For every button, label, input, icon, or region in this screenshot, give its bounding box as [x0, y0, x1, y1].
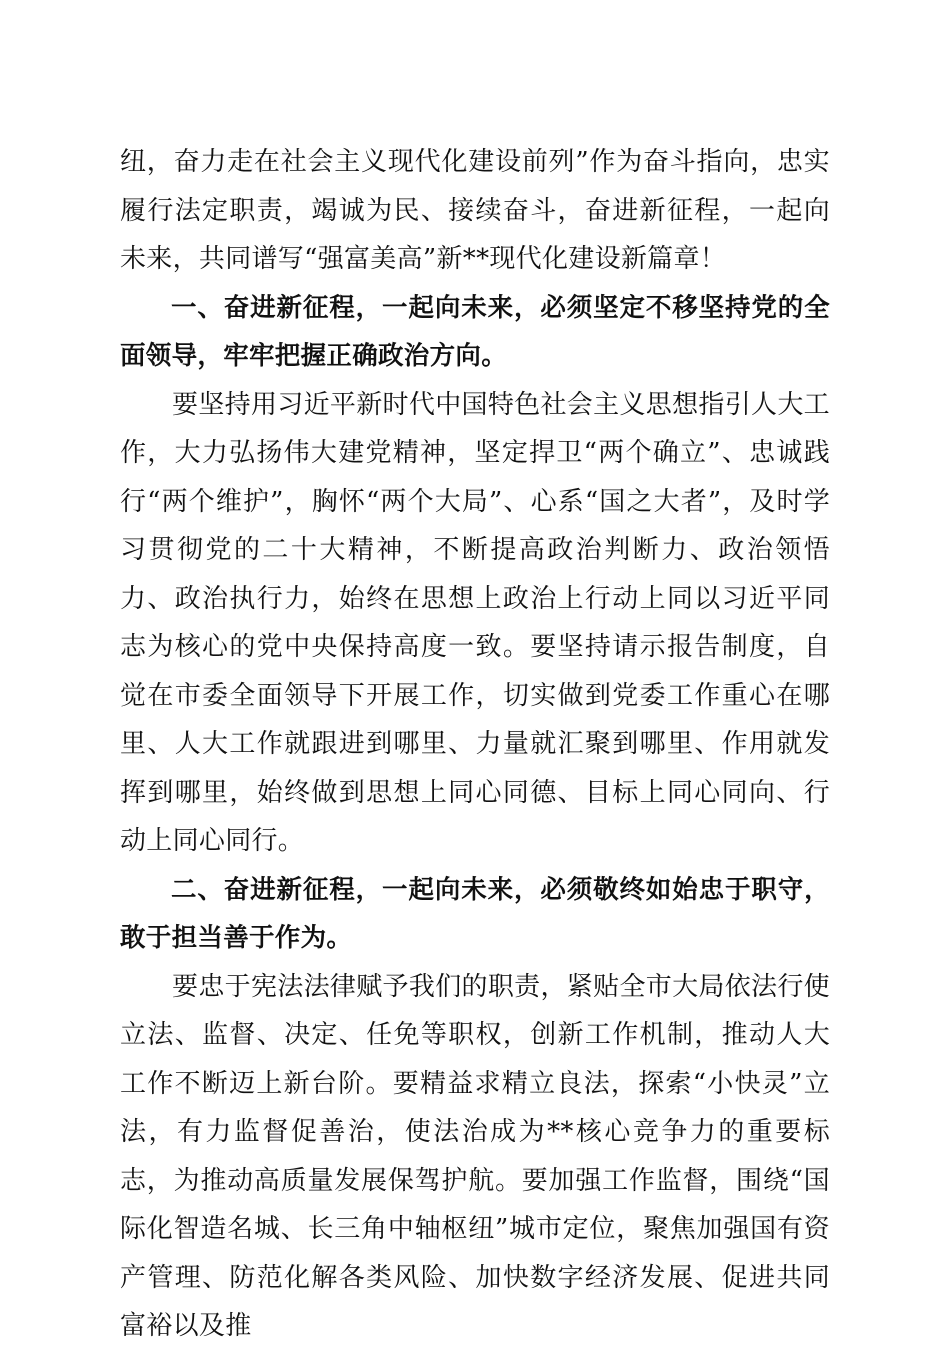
body-paragraph-2: 要忠于宪法法律赋予我们的职责，紧贴全市大局依法行使立法、监督、决定、任免等职权，创新工作机制，推动人大工作不断迈上新台阶。要精益求精立良法，探索“小快灵”立法，有力监督促善治，使法治成为**核心竞争力的重要标志，为推动高质量发展保驾护航。要加强工作监督，围绕“国际化智造名城、长三角中轴枢纽”城市定位，聚焦加强国有资产管理、防范化解各类风险、加快数字经济发展、促进共同富裕以及推: [120, 971, 830, 1341]
document-body: [120, 138, 830, 1351]
section-heading-2: 二、奋进新征程，一起向未来，必须敬终如始忠于职守，敢于担当善于作为。: [120, 874, 830, 953]
continuation-paragraph: 纽，奋力走在社会主义现代化建设前列”作为奋斗指向，忠实履行法定职责，竭诚为民、接续奋斗，奋进新征程，一起向未来，共同谱写“强富美高”新**现代化建设新篇章！: [120, 147, 830, 274]
section-heading-1: 一、奋进新征程，一起向未来，必须坚定不移坚持党的全面领导，牢牢把握正确政治方向。: [120, 292, 830, 371]
body-paragraph-1: 要坚持用习近平新时代中国特色社会主义思想指引人大工作，大力弘扬伟大建党精神，坚定捍卫“两个确立”、忠诚践行“两个维护”，胸怀“两个大局”、心系“国之大者”，及时学习贯彻党的二十大精神，不断提高政治判断力、政治领悟力、政治执行力，始终在思想上政治上行动上同以习近平同志为核心的党中央保持高度一致。要坚持请示报告制度，自觉在市委全面领导下开展工作，切实做到党委工作重心在哪里、人大工作就跟进到哪里、力量就汇聚到哪里、作用就发挥到哪里，始终做到思想上同心同德、目标上同心同向、行动上同心同行。: [120, 389, 830, 856]
